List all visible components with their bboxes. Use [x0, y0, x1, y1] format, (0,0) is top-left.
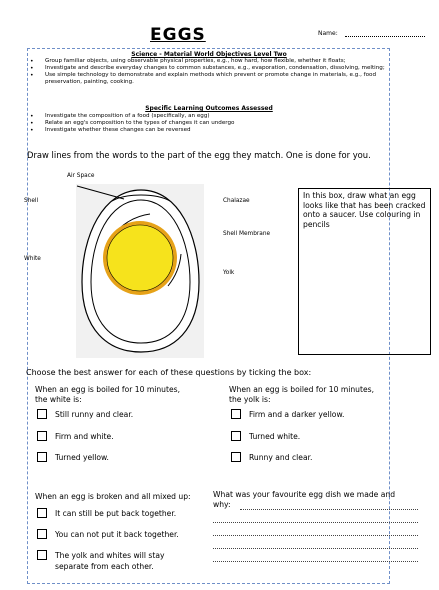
option-label: You can not put it back together. — [55, 530, 179, 539]
option-label: separate from each other. — [55, 562, 154, 571]
label-shell: Shell — [24, 198, 39, 204]
question-text: What was your favourite egg dish we made and — [213, 490, 396, 499]
checkbox[interactable] — [231, 452, 241, 462]
question-text: When an egg is boiled for 10 minutes, — [35, 385, 180, 394]
outcome-item: • Investigate the composition of a food (specifically, an egg) — [28, 113, 398, 120]
label-chalazae: Chalazae — [223, 198, 250, 204]
option-label: The yolk and whites will stay — [55, 551, 165, 560]
outcome-item: • Relate an egg's composition to the types of changes it can undergo — [28, 120, 398, 127]
question-1 — [35, 385, 180, 404]
option-label: Still runny and clear. — [55, 410, 134, 419]
draw-box[interactable]: In this box, draw what an egg looks like that has been cracked onto a saucer. Use colouring in pencils — [298, 188, 431, 355]
checkbox[interactable] — [37, 452, 47, 462]
yolk — [107, 225, 173, 291]
name-label: Name: — [318, 30, 338, 37]
checkbox[interactable] — [231, 431, 241, 441]
diagram-instruction: Draw lines from the words to the part of the egg they match. One is done for you. — [27, 150, 371, 160]
label-yolk: Yolk — [223, 270, 235, 276]
science-heading: Science - Material World Objectives Level Two — [131, 51, 287, 58]
label-shell-membrane: Shell Membrane — [223, 231, 271, 237]
page-title: EGGS — [150, 25, 206, 45]
question-text: why: — [213, 499, 231, 509]
option-label: It can still be put back together. — [55, 509, 177, 518]
checkbox[interactable] — [37, 550, 47, 560]
quiz-instruction: Choose the best answer for each of these questions by ticking the box: — [26, 368, 312, 377]
label-air-space: Air Space — [67, 173, 95, 179]
question-3 — [35, 492, 191, 502]
checkbox[interactable] — [231, 409, 241, 419]
objective-item: • Investigate and describe everyday changes to common substances, e.g., evaporation, condensation, dissolving, melting; — [28, 65, 398, 72]
checkbox[interactable] — [37, 409, 47, 419]
question-text: the yolk is: — [229, 394, 271, 404]
objective-item: • Group familiar objects, using observable physical properties, e.g., how hard, how flexible, whether it floats; — [28, 58, 398, 65]
option-label: Turned yellow. — [55, 453, 109, 462]
checkbox[interactable] — [37, 431, 47, 441]
question-text: the white is: — [35, 394, 82, 404]
option-label: Firm and white. — [55, 432, 114, 441]
answer-line[interactable] — [240, 509, 418, 510]
outcome-item: • Investigate whether these changes can be reversed — [28, 127, 398, 134]
answer-line[interactable] — [213, 561, 418, 562]
checkbox[interactable] — [37, 529, 47, 539]
question-text: When an egg is broken and all mixed up: — [35, 492, 191, 501]
option-label: Turned white. — [249, 432, 301, 441]
question-text: When an egg is boiled for 10 minutes, — [229, 385, 374, 394]
answer-line[interactable] — [213, 548, 418, 549]
favourite-question — [213, 490, 395, 509]
outcomes-heading: Specific Learning Outcomes Assessed — [145, 105, 273, 112]
answer-line[interactable] — [213, 522, 418, 523]
option-label: Firm and a darker yellow. — [249, 410, 345, 419]
objective-item: • Use simple technology to demonstrate and explain methods which prevent or promote change in materials, e.g., food preservation, painting, cooking. — [28, 72, 398, 86]
label-white: White — [24, 256, 41, 262]
checkbox[interactable] — [37, 508, 47, 518]
option-label: Runny and clear. — [249, 453, 313, 462]
question-2 — [229, 385, 374, 404]
answer-line[interactable] — [213, 535, 418, 536]
